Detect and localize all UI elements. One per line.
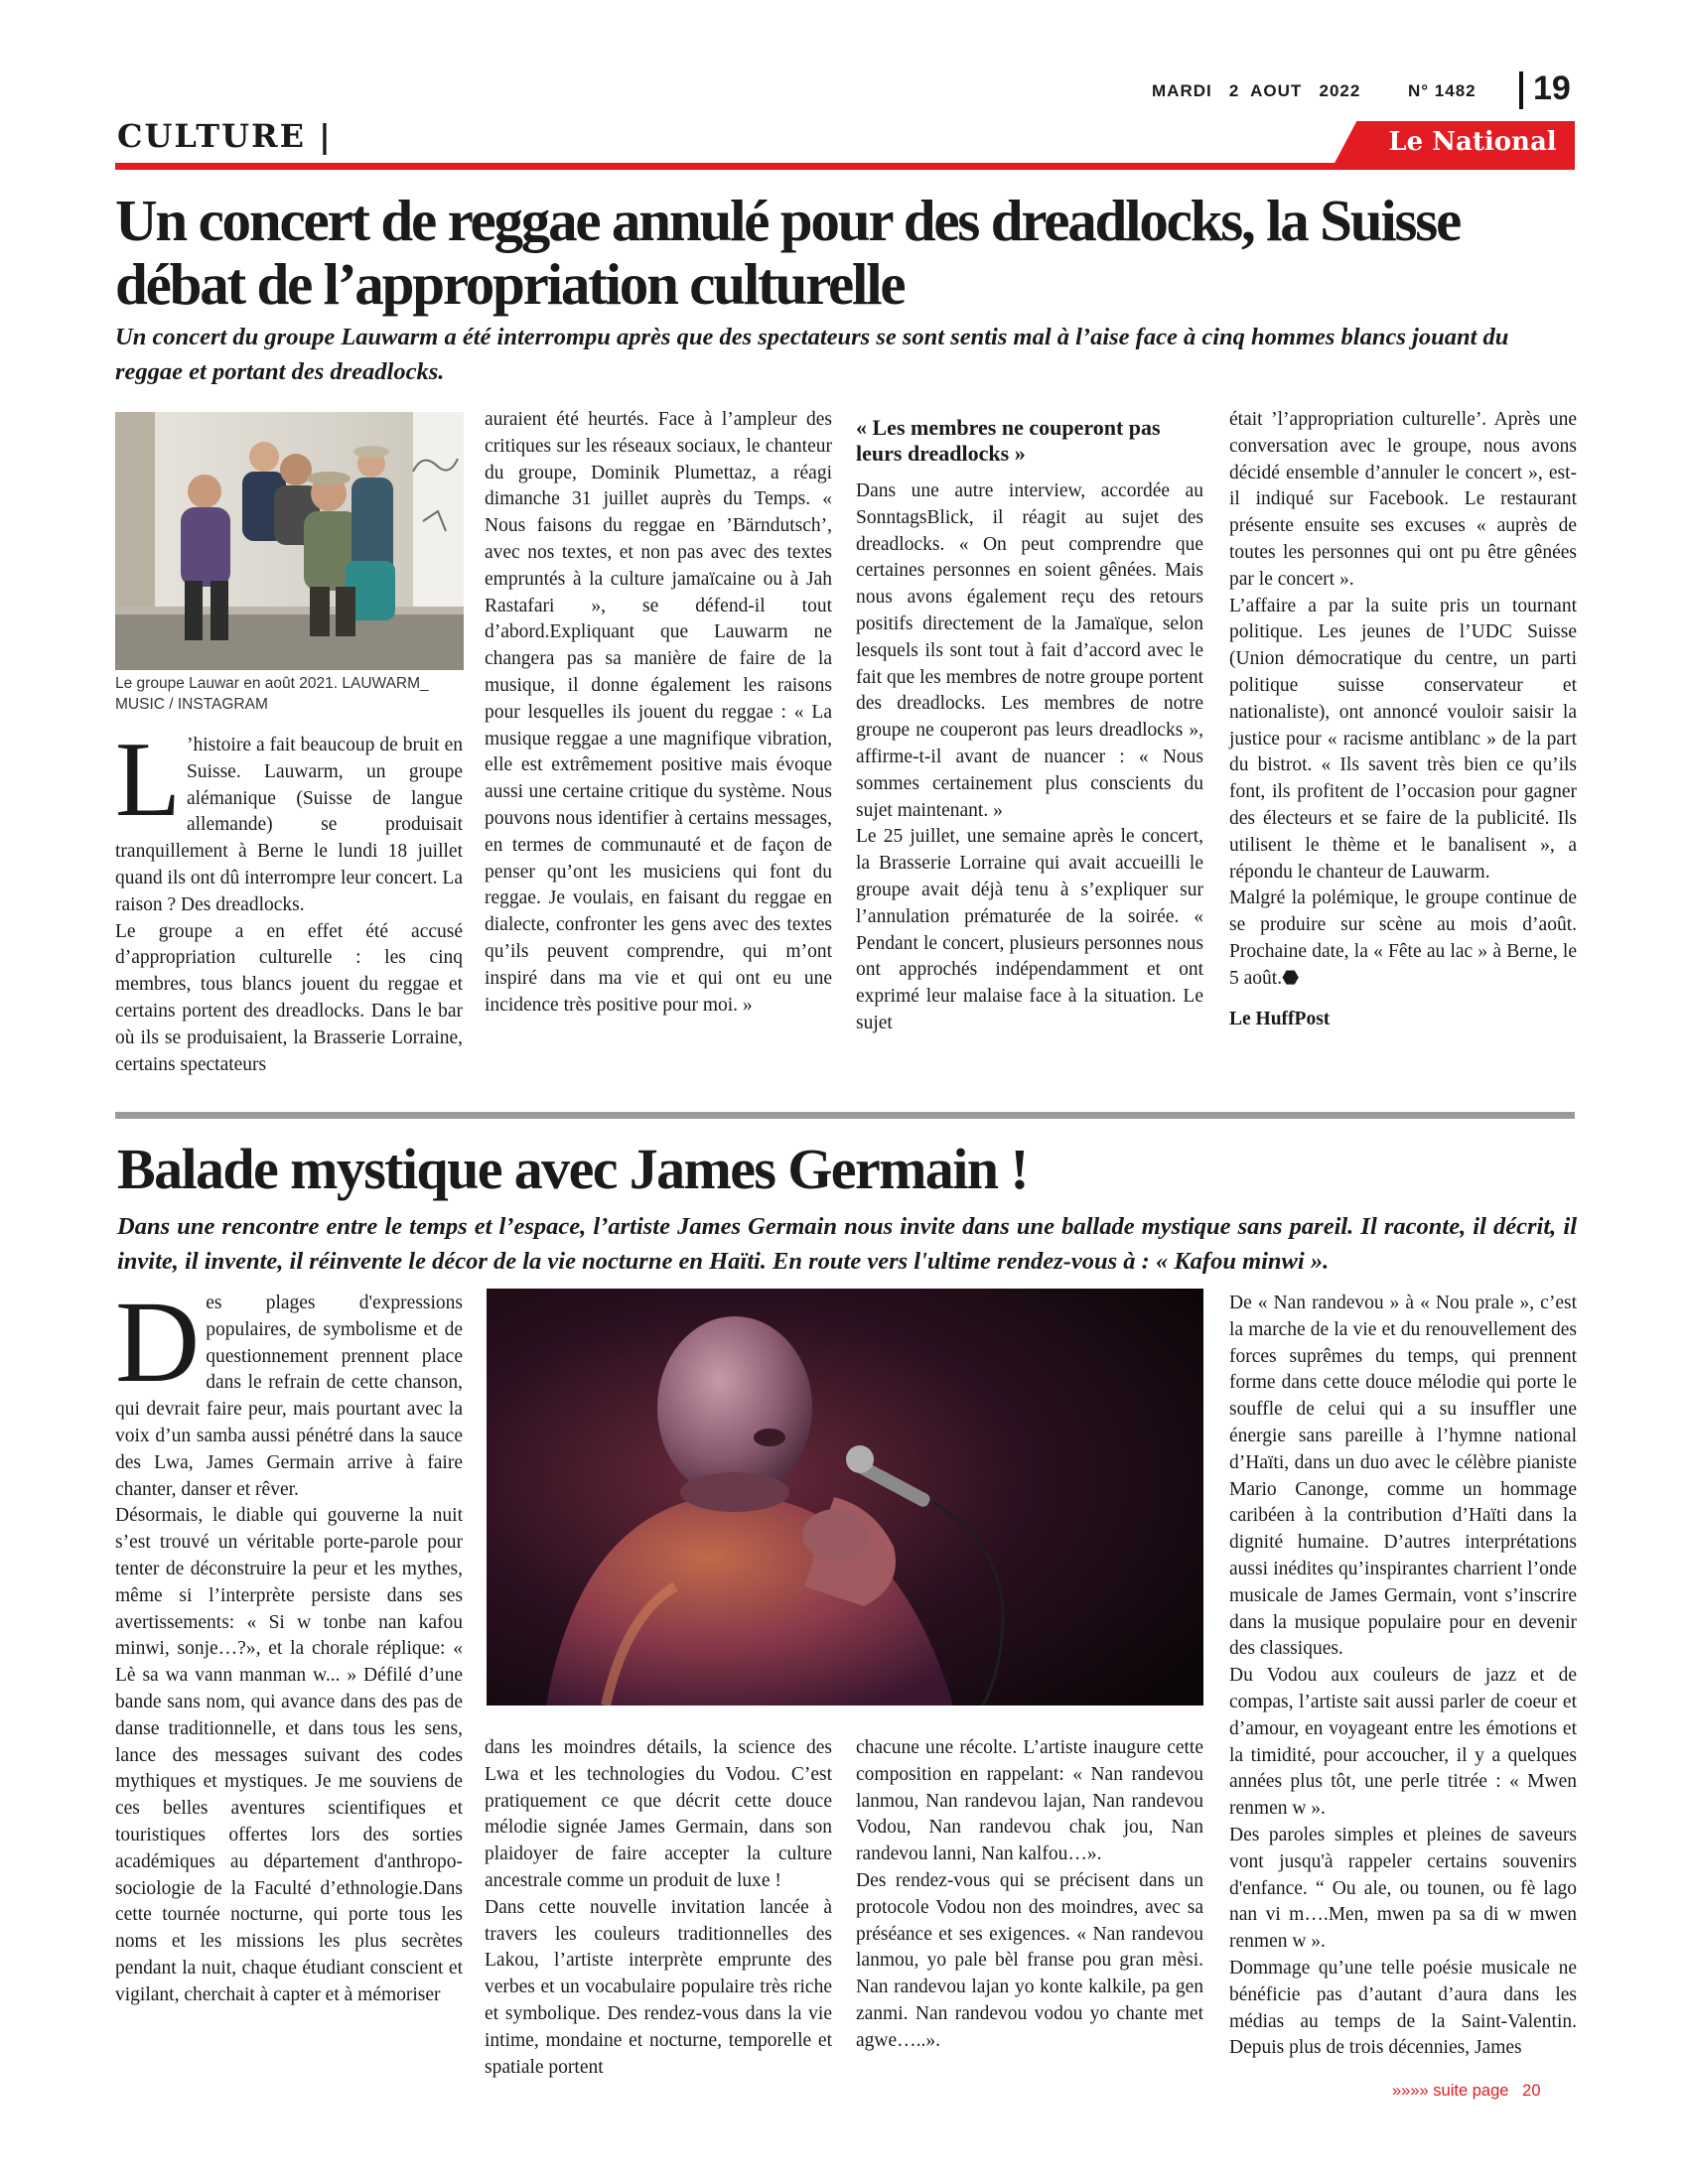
- article1-paragraph: Le groupe a en effet été accusé d’appropriation culturelle : les cinq membres, tous blancs jouent du reggae et certains portent des dreadlocks. Dans le bar où ils se produisaient, la Brasserie Lorraine, certains spectateurs: [115, 920, 463, 1075]
- article2-headline: Balade mystique avec James Germain !: [117, 1137, 1028, 1201]
- article2-lead: Dans une rencontre entre le temps et l’espace, l’artiste James Germain nous invite dans une ballade mystique sans pareil. Il raconte, il décrit, il invite, il invente, il réinvente le décor de la vie nocturne en Haïti. En route vers l'ultime rendez-vous à : « Kafou minwi ».: [117, 1213, 1577, 1275]
- paragraph-text: Malgré la polémique, le groupe continue de se produire sur scène au mois d’août. Prochaine date, la « Fête au lac » à Berne, le 5 août.: [1229, 887, 1577, 989]
- singer-photo: [487, 1289, 1203, 1706]
- article1-paragraph: [115, 721, 463, 919]
- page-number-divider: [1519, 71, 1523, 109]
- band-photo-image: [115, 412, 464, 670]
- article2-paragraph: chacune une récolte. L’artiste inaugure cette composition en rappelant: « Nan randevou lanmou, Nan randevou lajan, Nan randevou Vodou, Nan randevou chak jou, Nan randevou lanni, Nan kalfou…».: [856, 1737, 1203, 1865]
- article1-column-3: [856, 415, 1203, 1037]
- newspaper-brand: Le National: [1388, 127, 1557, 157]
- article-separator: [115, 1112, 1575, 1119]
- article2-paragraph: Dommage qu’une telle poésie musicale ne bénéficie pas d’autant d’aura dans les médias au temps de la Saint-Valentin. Depuis plus de trois décennies, James: [1229, 1957, 1577, 2059]
- article1-paragraph: auraient été heurtés. Face à l’ampleur des critiques sur les réseaux sociaux, le chanteur du groupe, Dominik Plumettaz, a réagi dimanche 31 juillet auprès du Temps. « Nous faisons du reggae en ’Bärndutsch’, avec nos textes, et non pas avec des textes empruntés à la culture jamaïcaine ou à Jah Rastafari », se défend-il tout d’abord.Expliquant que Lauwarm ne changera pas sa manière de faire de la musique, il donne également les raisons pour lesquelles ils jouent du reggae : « La musique reggae a une magnifique vibration, elle est extrêmement positive mais évoque aussi une certaine critique du système. Nous pouvons nous identifier à certains messages, en termes de communauté et de façon de penser qu’ont les musiciens qui font du reggae. Je voulais, en faisant du reggae en dialecte, confronter les gens avec des textes qu’ils peuvent comprendre, qui m’ont inspiré dans ma vie et qui ont eu une incidence très positive pour moi. »: [485, 409, 832, 1016]
- article1-paragraph: L’affaire a par la suite pris un tournant politique. Les jeunes de l’UDC Suisse (Union démocratique du centre, un parti politique suisse conservateur et nationaliste), ont annoncé vouloir saisir la justice pour « racisme antiblanc » de la part du bistrot. « Ils savent très bien ce qu’ils font, ils profitent de l’occasion pour gagner des électeurs et se faire de la publicité. Ils utilisent le thème et le banalisent », a répondu le chanteur de Lauwarm.: [1229, 595, 1577, 883]
- article1-paragraph: Dans une autre interview, accordée au SonntagsBlick, il réagit au sujet des dreadlocks. « On peut comprendre que certaines personnes en soient gênées. Mais nous avons également reçu des retours positifs directement de la Jamaïque, selon lesquels ils sont tout à fait d’accord avec le fait que les membres de notre groupe portent des dreadlocks. Les membres de notre groupe ne couperont pas leurs dreadlocks », affirme-t-il avant de nuancer : « Nous sommes certainement plus conscients du sujet maintenant. »: [856, 480, 1203, 821]
- section-label: CULTURE |: [117, 117, 333, 155]
- article2-paragraph: Dans cette nouvelle invitation lancée à travers les couleurs traditionnelles des Lakou, l’artiste interprète emprunte des verbes et un vocabulaire populaire très riche et symbolique. Des rendez-vous dans la vie intime, mondaine et nocturne, temporelle et spatiale portent: [485, 1896, 832, 2078]
- article1-lead: Un concert du groupe Lauwarm a été interrompu après que des spectateurs se sont sentis mal à l’aise face à cinq hommes blancs jouant du reggae et portant des dreadlocks.: [115, 324, 1509, 385]
- article2-paragraph: Désormais, le diable qui gouverne la nuit s’est trouvé un véritable porte-parole pour tenter de déconstruire la peur et les mythes, même si l’interprète persiste dans ses avertissements: « Si w tonbe nan kafou minwi, sonje…?», et la chorale réplique: « Lè sa wa vann manman w... » Défilé d’une bande sans nom, qui avance dans des pas de danse traditionnelle, et dans tous les sens, lance des messages suivant des codes mythiques et mystiques. Je me souviens de ces belles aventures scientifiques et touristiques offertes lors des sorties académiques au département d'anthropo-sociologie de la Faculté d’ethnologie.Dans cette tournée nocturne, qui porte tous les noms et les missions les plus secrètes pendant la nuit, chaque étudiant conscient et vigilant, cherchait à capter et à mémoriser: [115, 1505, 463, 2005]
- end-mark-icon: ⬣: [1282, 967, 1300, 989]
- singer-photo-image: [487, 1289, 1203, 1706]
- article2-paragraph: Du Vodou aux couleurs de jazz et de compas, l’artiste sait aussi parler de coeur et d’amour, en voyageant entre les émotions et la timidité, pour accoucher, il y a quelques années plus tôt, une perle titrée : « Mwen renmen w ».: [1229, 1665, 1577, 1820]
- article-signature: Le HuffPost: [1229, 1008, 1331, 1029]
- drop-cap: D: [115, 1277, 201, 1407]
- issue-date: MARDI 2 AOUT 2022: [1152, 81, 1361, 100]
- article1-column-4: [1229, 407, 1577, 1032]
- header-rule: [115, 163, 1575, 170]
- continued-on-page[interactable]: »»»» suite page 20: [1392, 2082, 1541, 2100]
- photo-caption: Le groupe Lauwar en août 2021. LAUWARM_ MUSIC / INSTAGRAM: [115, 675, 429, 713]
- article1-headline: Un concert de reggae annulé pour des dreadlocks, la Suisse débat de l’appropriation culturelle: [115, 188, 1461, 317]
- article2-column-1: [115, 1277, 463, 2009]
- article1-paragraph: [1229, 886, 1577, 992]
- drop-cap: L: [115, 721, 181, 839]
- band-photo: [115, 412, 464, 670]
- article2-paragraph: De « Nan randevou » à « Nou prale », c’est la marche de la vie et du renouvellement des forces suprêmes du temps, qui prennent forme dans cette douce mélodie qui porte le souffle de celui qui a su insuffler une énergie sans pareille à l’hymne national d’Haïti, dans un duo avec le célèbre pianiste Mario Canonge, comme un hommage caribéen à la contribution d’Haïti dans la dignité humaine. D’autres interprétations aussi inédites qu’inspirantes charrient l’onde musicale de James Germain, vont s’inscrire dans la musique populaire pour en devenir des classiques.: [1229, 1293, 1577, 1660]
- article2-column-3: [856, 1735, 1203, 2055]
- article1-subheading: « Les membres ne couperont pas leurs dreadlocks »: [856, 415, 1161, 466]
- paragraph-text: es plages d'expressions populaires, de symbolisme et de questionnement prennent place dans le refrain de cette chanson, qui devrait faire peur, mais pourtant avec la voix d’un samba aussi pénétré dans la sauce des Lwa, James Germain arrive à faire chanter, danser et rêver.: [115, 1293, 463, 1500]
- article1-paragraph: était ’l’appropriation culturelle’. Après une conversation avec le groupe, nous avons décidé ensemble d’annuler le concert », est-il indiqué sur Facebook. Le restaurant présente ensuite ses excuses « auprès de toutes les personnes qui ont pu être gênées par le concert ».: [1229, 409, 1577, 590]
- article2-paragraph: [115, 1277, 463, 1503]
- article1-paragraph: Le 25 juillet, une semaine après le concert, la Brasserie Lorraine qui avait accueilli le groupe avait déjà tenu à s’expliquer sur l’annulation prématurée de la soirée. « Pendant le concert, plusieurs personnes nous ont approchés indépendamment et ont exprimé leur malaise face à la situation. Le sujet: [856, 826, 1203, 1033]
- paragraph-text: ’histoire a fait beaucoup de bruit en Suisse. Lauwarm, un groupe alémanique (Suisse de langue allemande) se produisait tranquillement à Berne le lundi 18 juillet quand ils ont dû interrompre leur concert. La raison ? Des dreadlocks.: [115, 735, 463, 915]
- page-number: 19: [1533, 69, 1571, 107]
- article2-paragraph: Des rendez-vous qui se précisent dans un protocole Vodou non des moindres, avec sa préséance et ses exigences. « Nan randevou lanmou, yo pale bèl franse pou gran mèsi. Nan randevou lajan yo konte kalkile, pa gen zanmi. Nan randevou vodou yo chante met agwe…..».: [856, 1869, 1203, 2051]
- article2-paragraph: dans les moindres détails, la science des Lwa et les technologies du Vodou. C’est pratiquement ce que décrit cette douce mélodie signée James Germain, dans son plaidoyer de faire accepter la culture ancestrale comme un produit de luxe !: [485, 1737, 832, 1891]
- article1-column-1: [115, 721, 463, 1078]
- article2-paragraph: Des paroles simples et pleines de saveurs vont jusqu'à rappeler certains souvenirs d'enfance. “ Ou ale, ou tounen, ou fè lago nan vi m….Men, mwen pa sa di w mwen renmen w ».: [1229, 1824, 1577, 1953]
- issue-number: N° 1482: [1408, 81, 1477, 100]
- article2-column-4: [1229, 1291, 1577, 2062]
- article1-column-2: [485, 407, 832, 1019]
- article2-column-2: [485, 1735, 832, 2081]
